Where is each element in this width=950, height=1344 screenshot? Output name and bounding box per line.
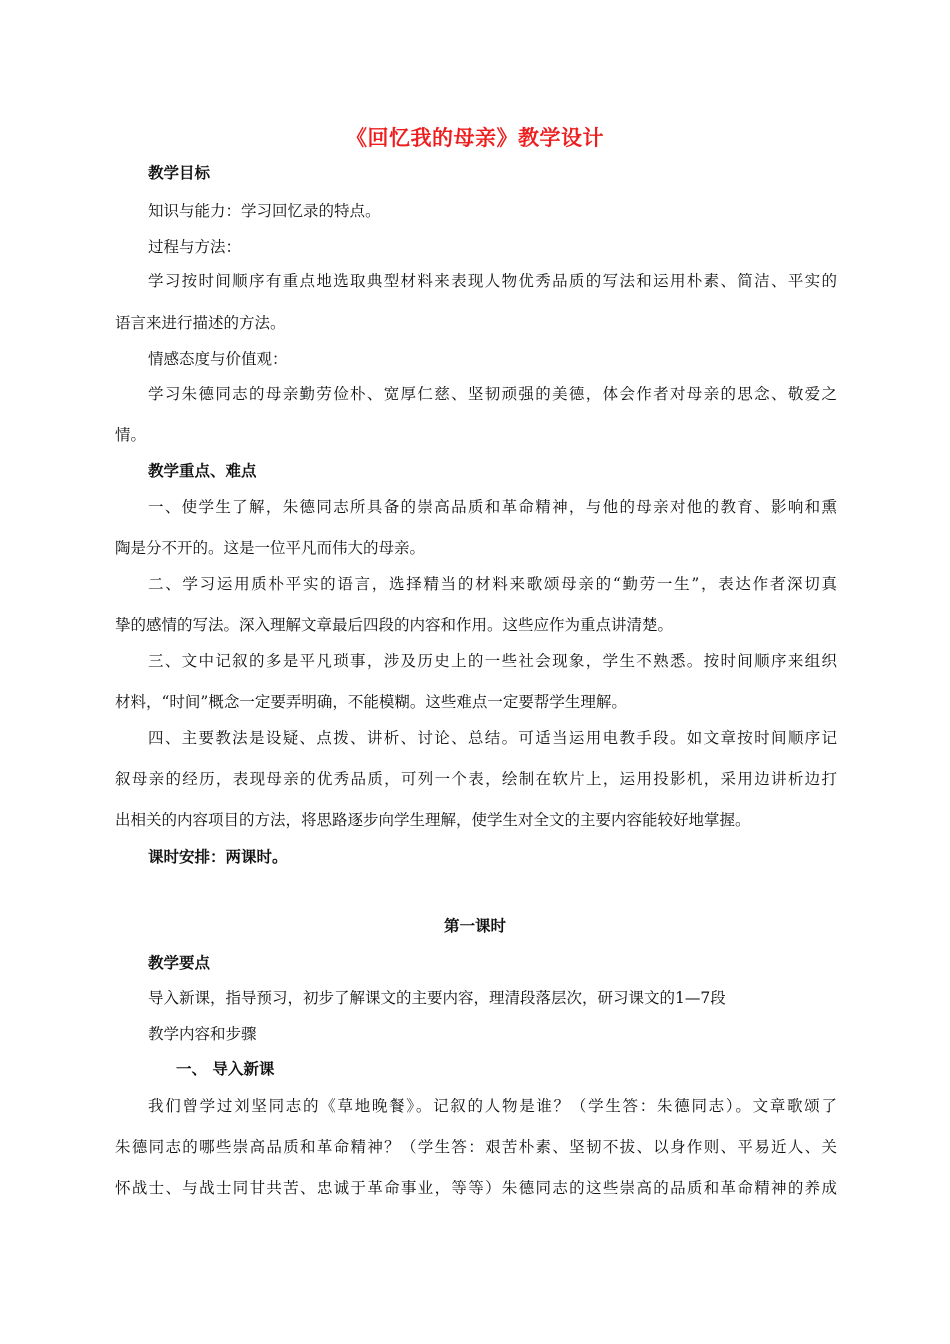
goals-heading: 教学目标 xyxy=(148,164,211,182)
intro-line-2: 朱德同志的哪些崇高品质和革命精神？（学生答：艰苦朴素、坚韧不拔、以身作则、平易近人、关 xyxy=(115,1138,837,1156)
goals-knowledge: 知识与能力：学习回忆录的特点。 xyxy=(148,202,381,220)
lesson-1-step-1: 一、 导入新课 xyxy=(176,1060,275,1078)
goals-emotion-line-2: 情。 xyxy=(115,426,147,444)
document-title: 《回忆我的母亲》教学设计 xyxy=(346,126,604,150)
goals-process-label: 过程与方法： xyxy=(148,238,242,256)
keypoint-4-line-1: 四、主要教法是设疑、点拨、讲析、讨论、总结。可适当运用电教手段。如文章按时间顺序记 xyxy=(148,729,837,747)
intro-line-3: 怀战士、与战士同甘共苦、忠诚于革命事业，等等）朱德同志的这些崇高的品质和革命精神的养成 xyxy=(115,1179,837,1197)
lesson-1-points-text: 导入新课，指导预习，初步了解课文的主要内容，理清段落层次，研习课文的1—7段 xyxy=(148,989,726,1007)
schedule-text: 课时安排：两课时。 xyxy=(148,848,288,866)
keypoints-heading: 教学重点、难点 xyxy=(148,462,257,480)
keypoint-2-line-1: 二、学习运用质朴平实的语言，选择精当的材料来歌颂母亲的“勤劳一生”，表达作者深切真 xyxy=(148,575,837,593)
lesson-1-points-heading: 教学要点 xyxy=(148,954,211,972)
keypoint-4-line-3: 出相关的内容项目的方法，将思路逐步向学生理解，使学生对全文的主要内容能较好地掌握。 xyxy=(115,811,751,829)
keypoint-1-line-1: 一、使学生了解，朱德同志所具备的崇高品质和革命精神，与他的母亲对他的教育、影响和熏 xyxy=(148,498,837,516)
lesson-1-heading: 第一课时 xyxy=(443,917,506,935)
keypoint-3-line-2: 材料，“时间”概念一定要弄明确，不能模糊。这些难点一定要帮学生理解。 xyxy=(115,693,627,711)
intro-line-1: 我们曾学过刘坚同志的《草地晚餐》。记叙的人物是谁？（学生答：朱德同志）。文章歌颂了 xyxy=(148,1097,837,1115)
goals-process-line-1: 学习按时间顺序有重点地选取典型材料来表现人物优秀品质的写法和运用朴素、简洁、平实的 xyxy=(148,272,837,290)
keypoint-2-line-2: 挚的感情的写法。深入理解文章最后四段的内容和作用。这些应作为重点讲清楚。 xyxy=(115,616,674,634)
keypoint-3-line-1: 三、文中记叙的多是平凡琐事，涉及历史上的一些社会现象，学生不熟悉。按时间顺序来组织 xyxy=(148,652,837,670)
keypoint-4-line-2: 叙母亲的经历，表现母亲的优秀品质，可列一个表，绘制在软片上，运用投影机，采用边讲析边打 xyxy=(115,770,837,788)
goals-emotion-label: 情感态度与价值观： xyxy=(148,350,288,368)
goals-emotion-line-1: 学习朱德同志的母亲勤劳俭朴、宽厚仁慈、坚韧顽强的美德，体会作者对母亲的思念、敬爱之 xyxy=(148,385,837,403)
keypoint-1-line-2: 陶是分不开的。这是一位平凡而伟大的母亲。 xyxy=(115,539,426,557)
lesson-1-content-heading: 教学内容和步骤 xyxy=(148,1025,257,1043)
goals-process-line-2: 语言来进行描述的方法。 xyxy=(115,314,286,332)
